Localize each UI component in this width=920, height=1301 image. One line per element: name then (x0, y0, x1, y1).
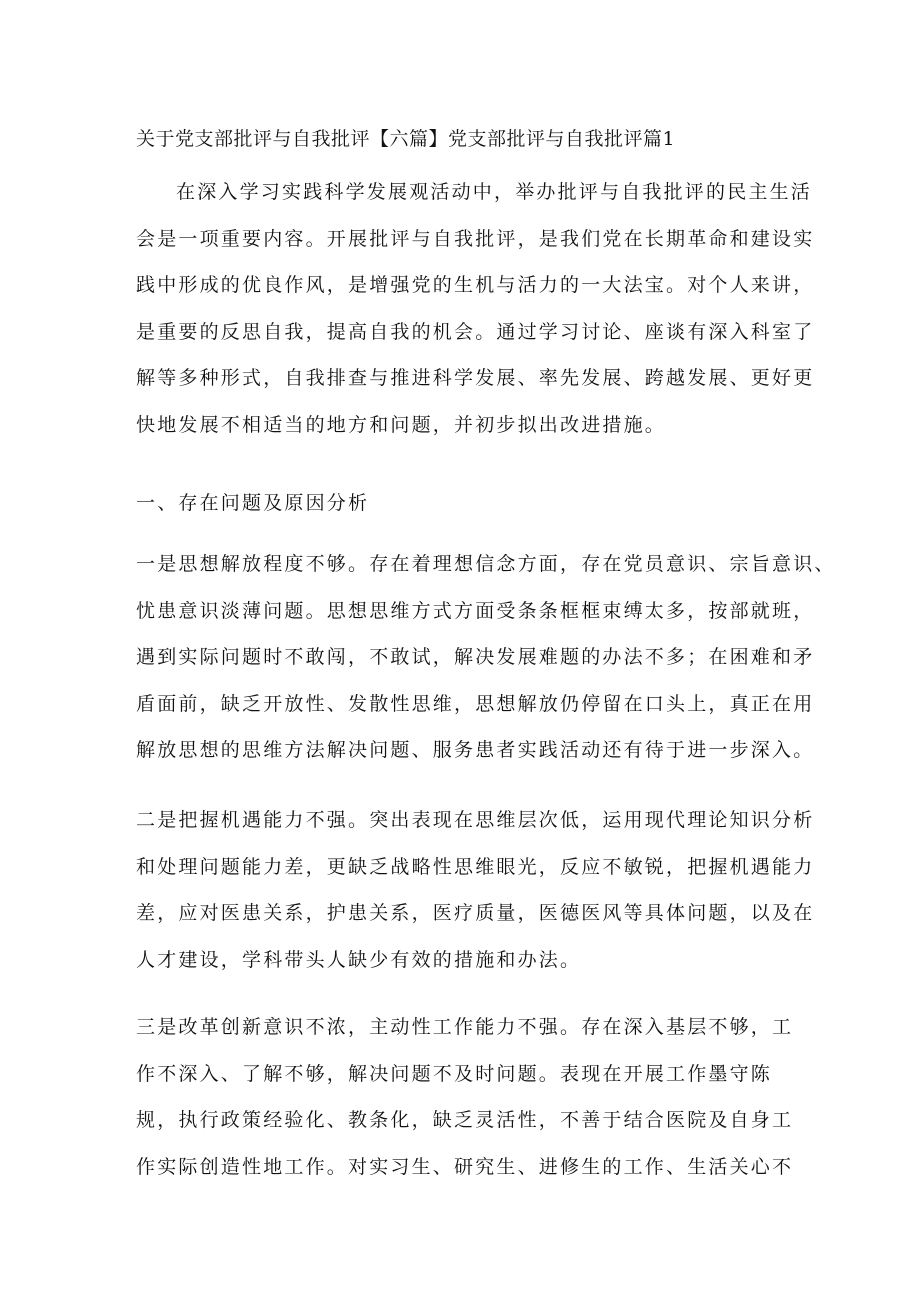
intro-paragraph (136, 169, 815, 448)
point1-line: 遇到实际问题时不敢闯，不敢试，解决发展难题的办法不多；在困难和矛 (136, 646, 815, 668)
point1-line: 盾面前，缺乏开放性、发散性思维，思想解放仍停留在口头上，真正在用 (136, 692, 815, 715)
section-heading: 一、存在问题及原因分析 (136, 492, 370, 514)
point1-paragraph (136, 541, 836, 774)
document-title: 关于党支部批评与自我批评【六篇】党支部批评与自我批评篇1 (136, 128, 676, 150)
point3-line: 三是改革创新意识不浓，主动性工作能力不强。存在深入基层不够，工 (136, 1016, 794, 1038)
point1-line: 忧患意识淡薄问题。思想思维方式方面受条条框框束缚太多，按部就班， (136, 599, 815, 622)
point2-line: 二是把握机遇能力不强。突出表现在思维层次低，运用现代理论知识分析 (136, 809, 815, 831)
intro-line: 快地发展不相适当的地方和问题，并初步拟出改进措施。 (136, 413, 667, 436)
point2-line: 人才建设，学科带头人缺少有效的措施和办法。 (136, 948, 582, 971)
point3-line: 作实际创造性地工作。对实习生、研究生、进修生的工作、生活关心不 (136, 1155, 794, 1178)
intro-line: 在深入学习实践科学发展观活动中，举办批评与自我批评的民主生活 (176, 181, 813, 203)
intro-line: 是重要的反思自我，提高自我的机会。通过学习讨论、座谈有深入科室了 (136, 320, 815, 343)
point2-paragraph (136, 797, 815, 983)
intro-line: 会是一项重要内容。开展批评与自我批评，是我们党在长期革命和建设实 (136, 227, 815, 250)
point2-line: 和处理问题能力差，更缺乏战略性思维眼光，反应不敏锐，把握机遇能力 (136, 855, 815, 878)
point2-line: 差，应对医患关系，护患关系，医疗质量，医德医风等具体问题，以及在 (136, 902, 815, 924)
point3-paragraph (136, 1004, 794, 1190)
point3-line: 规，执行政策经验化、教条化，缺乏灵活性，不善于结合医院及自身工 (136, 1109, 794, 1131)
point1-line: 解放思想的思维方法解决问题、服务患者实践活动还有待于进一步深入。 (136, 739, 815, 761)
point1-line: 一是思想解放程度不够。存在着理想信念方面，存在党员意识、宗旨意识、 (136, 553, 836, 575)
point3-line: 作不深入、了解不够，解决问题不及时问题。表现在开展工作墨守陈 (136, 1062, 773, 1085)
intro-line: 践中形成的优良作风，是增强党的生机与活力的一大法宝。对个人来讲， (136, 274, 815, 296)
intro-line: 解等多种形式，自我排查与推进科学发展、率先发展、跨越发展、更好更 (136, 367, 815, 389)
